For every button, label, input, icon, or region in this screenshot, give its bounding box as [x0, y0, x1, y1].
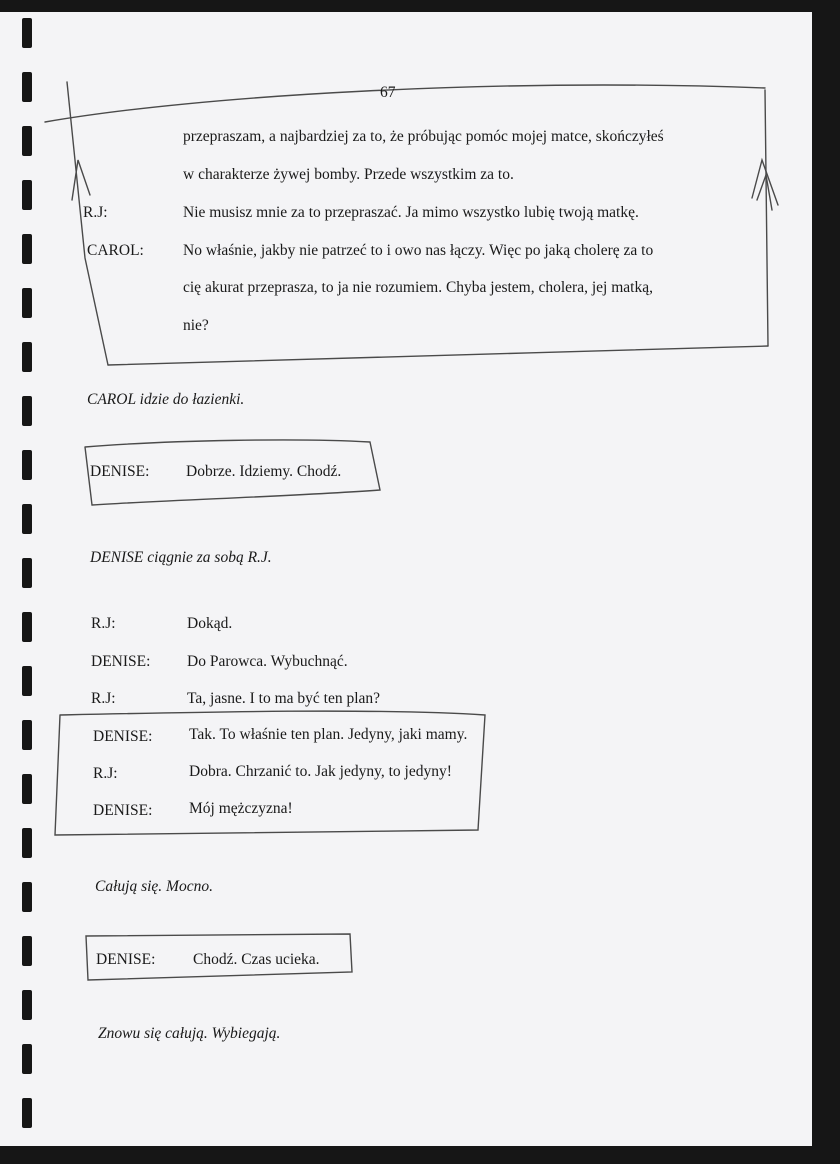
dialogue-text: Mój mężczyzna! [189, 800, 293, 817]
dialogue-text: Ta, jasne. I to ma być ten plan? [187, 690, 381, 707]
binding-hole [22, 18, 32, 48]
page-number: 67 [380, 84, 396, 101]
speaker-label: DENISE: [90, 463, 150, 480]
dialogue-text: Nie musisz mnie za to przepraszać. Ja mimo wszystko lubię twoją matkę. [183, 204, 639, 221]
binding-hole [22, 126, 32, 156]
speaker-label: DENISE: [91, 653, 151, 670]
binding-hole [22, 234, 32, 264]
binding-hole [22, 450, 32, 480]
binding-hole [22, 828, 32, 858]
binding-hole [22, 180, 32, 210]
stage-direction: CAROL idzie do łazienki. [87, 391, 245, 408]
speaker-label: R.J: [93, 765, 118, 782]
dialogue-text: cię akurat przeprasza, to ja nie rozumiem. Chyba jestem, cholera, jej matką, [183, 279, 653, 296]
binding-hole [22, 1044, 32, 1074]
binding-hole [22, 990, 32, 1020]
dialogue-text: Dokąd. [187, 615, 233, 632]
speaker-label: R.J: [91, 690, 116, 707]
binding-hole [22, 72, 32, 102]
dialogue-text: w charakterze żywej bomby. Przede wszystkim za to. [183, 166, 514, 183]
stage-direction: Całują się. Mocno. [95, 878, 213, 895]
dialogue-text: Dobra. Chrzanić to. Jak jedyny, to jedyny! [189, 763, 452, 780]
dialogue-text: Dobrze. Idziemy. Chodź. [186, 463, 342, 480]
dialogue-text: Chodź. Czas ucieka. [193, 951, 320, 968]
speaker-label: CAROL: [87, 242, 144, 259]
scan-border-top [0, 0, 840, 12]
binding-hole [22, 720, 32, 750]
dialogue-text: Do Parowca. Wybuchnąć. [187, 653, 348, 670]
scan-border-bottom [0, 1146, 840, 1164]
stage-direction: Znowu się całują. Wybiegają. [98, 1025, 281, 1042]
binding-hole [22, 774, 32, 804]
binding-hole [22, 1098, 32, 1128]
binding-hole [22, 666, 32, 696]
binding-hole [22, 396, 32, 426]
binding-hole [22, 882, 32, 912]
binding-hole [22, 612, 32, 642]
speaker-label: DENISE: [93, 802, 153, 819]
speaker-label: DENISE: [96, 951, 156, 968]
scan-border-right [812, 0, 840, 1164]
binding-hole [22, 342, 32, 372]
binding-hole [22, 936, 32, 966]
dialogue-text: przepraszam, a najbardziej za to, że próbując pomóc mojej matce, skończyłeś [183, 128, 664, 145]
binding-holes [22, 0, 38, 1164]
binding-hole [22, 504, 32, 534]
stage-direction: DENISE ciągnie za sobą R.J. [90, 549, 272, 566]
speaker-label: DENISE: [93, 728, 153, 745]
speaker-label: R.J: [91, 615, 116, 632]
dialogue-text: Tak. To właśnie ten plan. Jedyny, jaki mamy. [189, 726, 468, 743]
dialogue-text: No właśnie, jakby nie patrzeć to i owo nas łączy. Więc po jaką cholerę za to [183, 242, 654, 259]
binding-hole [22, 558, 32, 588]
dialogue-text: nie? [183, 317, 209, 334]
box-top-edge [45, 85, 765, 122]
speaker-label: R.J: [83, 204, 108, 221]
binding-hole [22, 288, 32, 318]
